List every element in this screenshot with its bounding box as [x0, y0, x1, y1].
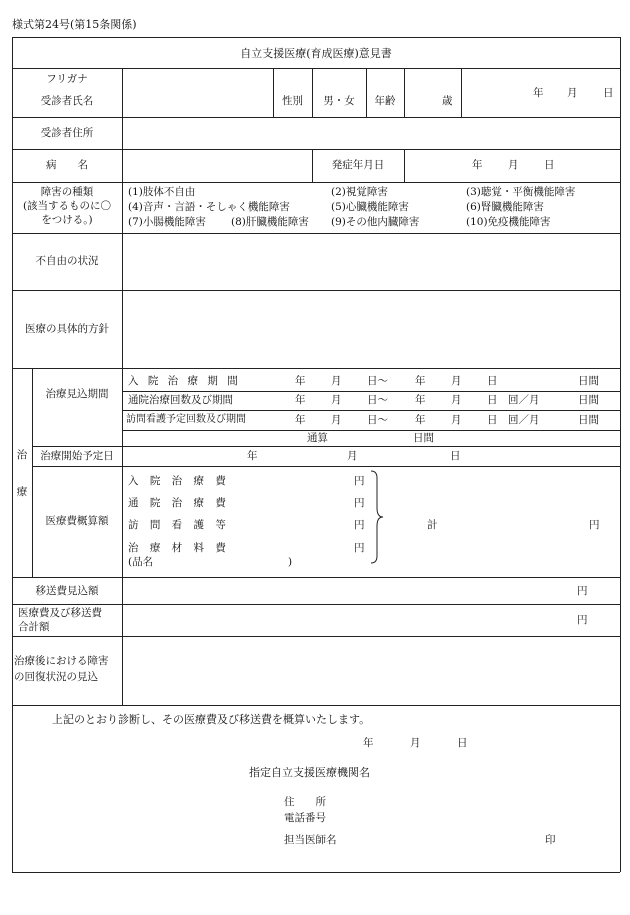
disability-type-item[interactable]: (3)聴覚・平衡機能障害 — [466, 186, 576, 198]
condition-label: 不自由の状況 — [35, 255, 99, 267]
period-to-year: 年 — [415, 394, 426, 406]
furigana-label: フリガナ — [46, 73, 88, 85]
period-per-month: 回／月 — [508, 394, 540, 406]
period-to-day: 日 — [487, 394, 498, 406]
seal-mark: 印 — [545, 834, 556, 846]
statement-day: 日 — [457, 737, 468, 749]
period-days-unit: 日間 — [578, 375, 599, 387]
period-from-year: 年 — [295, 375, 306, 387]
disability-type-item[interactable]: (7)小腸機能障害 — [128, 216, 206, 228]
disability-label-line-1: 障害の種類 — [40, 186, 94, 198]
institution-phone-label: 電話番号 — [284, 812, 326, 824]
period-from-year: 年 — [295, 414, 306, 426]
period-from-month: 月 — [331, 394, 342, 406]
grand-total-label-line-2: 合計額 — [18, 621, 50, 633]
period-days-unit: 日間 — [578, 394, 599, 406]
disability-type-item[interactable]: (10)免疫機能障害 — [466, 216, 551, 228]
disability-type-item[interactable]: (5)心臓機能障害 — [331, 201, 409, 213]
start-month: 月 — [347, 450, 358, 462]
treatment-start-label: 治療開始予定日 — [40, 450, 114, 462]
period-to-month: 月 — [451, 394, 462, 406]
cost-sum-label: 計 — [427, 519, 438, 531]
institution-address-label: 住 所 — [284, 796, 326, 808]
cost-estimate-label: 医療費概算額 — [45, 515, 109, 527]
form-number-label: 様式第24号(第15条関係) — [12, 18, 137, 31]
birth-year: 年 — [533, 87, 544, 99]
period-to-month: 月 — [451, 414, 462, 426]
disability-label-line-2: (該当するものに〇 — [22, 200, 112, 212]
treatment-side-label-2: 療 — [16, 486, 28, 498]
patient-name-label: 受診者氏名 — [40, 95, 94, 107]
period-to-day: 日 — [487, 375, 498, 387]
birth-day: 日 — [603, 87, 614, 99]
start-day: 日 — [450, 450, 461, 462]
product-name-close: ) — [288, 556, 293, 568]
sex-options[interactable]: 男・女 — [323, 95, 355, 107]
disability-type-item[interactable]: (6)腎臓機能障害 — [466, 201, 544, 213]
disability-type-item[interactable]: (1)肢体不自由 — [128, 186, 196, 198]
grand-total-label-line-1: 医療費及び移送費 — [18, 607, 102, 619]
grand-total-unit: 円 — [577, 614, 588, 626]
recovery-label-line-1: 治療後における障害 — [14, 655, 109, 667]
disability-type-item[interactable]: (2)視覚障害 — [331, 186, 388, 198]
period-from-month: 月 — [331, 414, 342, 426]
statement-text: 上記のとおり診断し、その医療費及び移送費を概算いたします。 — [52, 713, 371, 726]
disease-label: 病 名 — [46, 159, 88, 171]
period-from-day: 日〜 — [367, 414, 388, 426]
outpatient-period-label: 通院治療回数及び期間 — [128, 394, 233, 406]
material-cost-label: 治 療 材 料 費 — [128, 542, 230, 554]
transport-cost-unit: 円 — [577, 585, 588, 597]
institution-name-label: 指定自立支援医療機関名 — [249, 766, 370, 779]
onset-month: 月 — [508, 159, 519, 171]
period-from-year: 年 — [295, 394, 306, 406]
inpatient-cost-label: 入 院 治 療 費 — [128, 475, 230, 487]
period-to-year: 年 — [415, 414, 426, 426]
disability-label-line-3: をつける。) — [41, 214, 93, 226]
inpatient-cost-unit: 円 — [354, 475, 365, 487]
disability-type-item[interactable]: (4)音声・言語・そしゃく機能障害 — [128, 201, 290, 213]
policy-label: 医療の具体的方針 — [25, 323, 109, 335]
cost-sum-unit: 円 — [589, 519, 600, 531]
period-from-day: 日〜 — [367, 375, 388, 387]
product-name-open: (品名 — [128, 556, 154, 568]
period-to-day: 日 — [487, 414, 498, 426]
period-to-month: 月 — [451, 375, 462, 387]
disability-type-item[interactable]: (9)その他内臓障害 — [331, 216, 420, 228]
home-nursing-period-label: 訪問看護予定回数及び期間 — [126, 414, 246, 425]
treatment-side-label-1: 治 — [16, 449, 28, 461]
material-cost-unit: 円 — [354, 542, 365, 554]
statement-year: 年 — [363, 737, 374, 749]
page-title: 自立支援医療(育成医療)意見書 — [240, 47, 392, 60]
onset-day: 日 — [544, 159, 555, 171]
home-nursing-cost-unit: 円 — [354, 519, 365, 531]
curly-brace-icon — [368, 470, 384, 564]
birth-month: 月 — [567, 87, 578, 99]
statement-month: 月 — [410, 737, 421, 749]
total-days-unit: 日間 — [413, 432, 434, 444]
outpatient-cost-label: 通 院 治 療 費 — [128, 497, 230, 509]
period-from-month: 月 — [331, 375, 342, 387]
period-from-day: 日〜 — [367, 394, 388, 406]
age-label: 年齢 — [374, 95, 396, 107]
period-to-year: 年 — [415, 375, 426, 387]
period-per-month: 回／月 — [508, 414, 540, 426]
total-period-label: 通算 — [307, 432, 328, 444]
start-year: 年 — [247, 450, 258, 462]
disability-type-item[interactable]: (8)肝臓機能障害 — [231, 216, 309, 228]
outpatient-cost-unit: 円 — [354, 497, 365, 509]
transport-cost-label: 移送費見込額 — [35, 585, 99, 597]
period-days-unit: 日間 — [578, 414, 599, 426]
sex-label: 性別 — [282, 95, 303, 107]
patient-address-label: 受診者住所 — [40, 127, 94, 139]
home-nursing-cost-label: 訪 問 看 護 等 — [128, 519, 230, 531]
onset-date-label: 発症年月日 — [331, 159, 385, 171]
recovery-label-line-2: の回復状況の見込 — [14, 671, 98, 683]
inpatient-period-label: 入 院 治 療 期 間 — [128, 375, 241, 387]
age-unit: 歳 — [442, 95, 453, 107]
treatment-period-label: 治療見込期間 — [45, 388, 109, 400]
doctor-name-label: 担当医師名 — [284, 834, 337, 846]
onset-year: 年 — [472, 159, 483, 171]
